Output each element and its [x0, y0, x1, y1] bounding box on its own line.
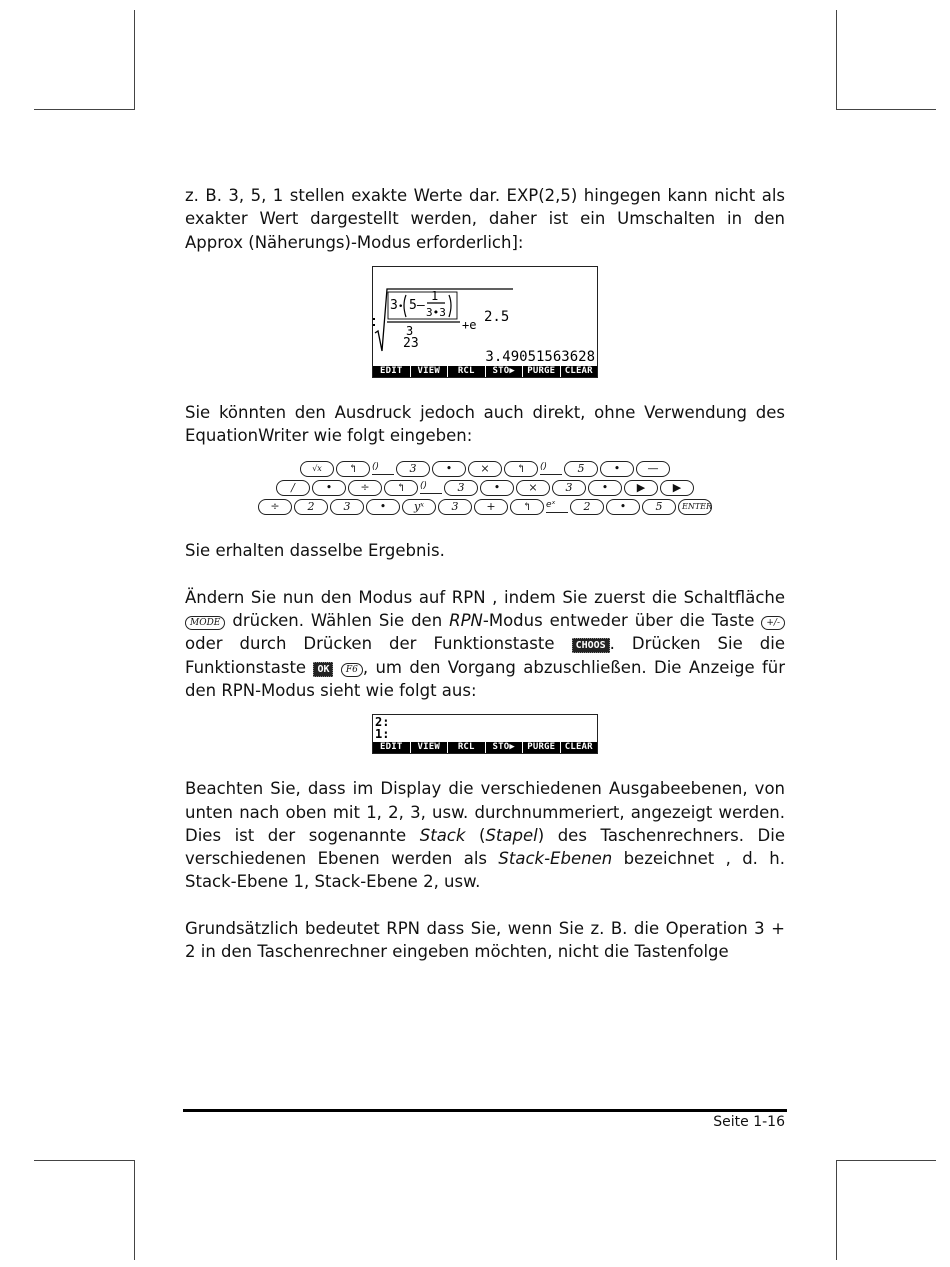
key[interactable]: 2 [294, 499, 328, 515]
key[interactable]: 3 [330, 499, 364, 515]
paragraph: Grundsätzlich bedeutet RPN dass Sie, wenn Sie z. B. die Operation 3 + 2 in den Taschenrechner eingeben möchten, nicht die Tastenfolge [185, 918, 785, 962]
crop-mark [34, 109, 134, 110]
softkey-purge[interactable]: PURGE [523, 742, 560, 753]
shift-label: () [420, 481, 442, 494]
paragraph: z. B. 3, 5, 1 stellen exakte Werte dar. EXP(2,5) hingegen kann nicht als exakter Wert dargestellt werden, daher ist ein Umschalten in den Approx (Näherungs)-Modus erforderlich]: [185, 186, 785, 252]
crop-mark [836, 1160, 936, 1161]
key[interactable]: • [480, 480, 514, 496]
key-row [265, 459, 705, 478]
softkey-rcl[interactable]: RCL [448, 366, 485, 377]
key-row [265, 497, 713, 516]
key[interactable]: ÷ [258, 499, 292, 515]
svg-text:5–: 5– [409, 297, 425, 313]
crop-mark [836, 1160, 837, 1260]
softkey-clear[interactable]: CLEAR [561, 366, 598, 377]
key[interactable]: ↰ [504, 461, 538, 477]
key[interactable]: 2 [570, 499, 604, 515]
choos-softkey[interactable]: CHOOS [572, 638, 610, 653]
key[interactable]: 5 [564, 461, 598, 477]
mode-key[interactable]: MODE [185, 616, 225, 630]
svg-text:2.5: 2.5 [484, 308, 510, 325]
key[interactable]: / [276, 480, 310, 496]
crop-mark [836, 109, 936, 110]
text-run: ) des Taschenrechners. Die verschiedenen Ebenen werden als [185, 825, 785, 869]
key[interactable]: ▶ [624, 480, 658, 496]
softkey-edit[interactable]: EDIT [373, 742, 410, 753]
crop-mark [34, 1160, 134, 1161]
text-run: . Drücken Sie die Funktionstaste [185, 634, 785, 677]
page-content [185, 184, 785, 963]
key[interactable]: ▶ [660, 480, 694, 496]
softkey-rcl[interactable]: RCL [448, 742, 485, 753]
text-run: Stapel [485, 825, 538, 845]
svg-text:3: 3 [390, 297, 398, 313]
key[interactable]: ↰ [336, 461, 370, 477]
key[interactable]: 3 [444, 480, 478, 496]
paragraph [185, 777, 785, 893]
key[interactable]: + [474, 499, 508, 515]
softkey-purge[interactable]: PURGE [523, 366, 560, 377]
svg-text:3•3: 3•3 [426, 305, 446, 319]
key[interactable]: × [468, 461, 502, 477]
crop-mark [134, 10, 135, 110]
text-run: oder durch Drücken der Funktionstaste [185, 634, 555, 654]
text-run: Stack-Ebenen [498, 849, 613, 869]
key[interactable]: • [432, 461, 466, 477]
text-run: Stack [419, 825, 466, 845]
text-run: Beachten Sie, dass im Display die verschiedenen Ausgabeebenen, von unten nach oben mit 1, 2, 3, usw. durchnummeriert, angezeigt werden. Dies ist der sogenannte [185, 779, 785, 845]
key[interactable]: 5 [642, 499, 676, 515]
text-run: drücken. Wählen Sie den [232, 611, 443, 631]
svg-text:+e: +e [462, 317, 477, 332]
softkey-sto[interactable]: STO▶ [486, 742, 523, 753]
text-run: Ändern Sie nun den Modus auf RPN , indem Sie zuerst die Schaltfläche [185, 587, 785, 607]
key[interactable]: ↰ [384, 480, 418, 496]
text-run: ( [479, 825, 486, 845]
key[interactable]: yˣ [402, 499, 436, 515]
softkey-menu [373, 366, 597, 377]
svg-text:•: • [398, 301, 404, 312]
softkey-menu [373, 742, 597, 753]
key[interactable]: ÷ [348, 480, 382, 496]
stack-level-1: 1: [375, 727, 390, 742]
key[interactable]: • [312, 480, 346, 496]
key[interactable]: × [516, 480, 550, 496]
equation-expression [373, 281, 597, 357]
text-run: RPN [449, 611, 483, 631]
key[interactable]: • [600, 461, 634, 477]
paragraph: Sie könnten den Ausdruck jedoch auch direkt, ohne Verwendung des EquationWriter wie folgt eingeben: [185, 402, 785, 446]
key[interactable]: 3 [396, 461, 430, 477]
key[interactable]: — [636, 461, 670, 477]
softkey-clear[interactable]: CLEAR [561, 742, 598, 753]
text-run: , um den Vorgang abzuschließen. Die Anzeige für den RPN-Modus sieht wie folgt aus: [185, 657, 786, 700]
f6-key[interactable]: F6 [341, 663, 363, 677]
key[interactable]: • [606, 499, 640, 515]
plusminus-key[interactable]: +/- [761, 616, 785, 630]
crop-mark [134, 1160, 135, 1260]
stack-level-2: 2: [375, 715, 390, 730]
key[interactable]: • [366, 499, 400, 515]
calculator-display-equation [372, 266, 598, 378]
paragraph [185, 586, 785, 702]
key-sequence [265, 459, 713, 516]
key[interactable]: • [588, 480, 622, 496]
key[interactable]: 3 [438, 499, 472, 515]
shift-label: () [540, 462, 562, 475]
svg-text:23: 23 [403, 335, 419, 351]
shift-label: () [372, 462, 394, 475]
svg-text:1: 1 [431, 288, 439, 303]
crop-mark [836, 10, 837, 110]
calculator-display-rpn [372, 714, 598, 754]
key[interactable]: 3 [552, 480, 586, 496]
text-run: -Modus entweder über die Taste [482, 611, 755, 631]
result-value: 3.49051563628 [485, 348, 595, 365]
key-row [265, 478, 705, 497]
key[interactable]: √x [300, 461, 334, 477]
ok-softkey[interactable]: OK [313, 662, 333, 677]
softkey-edit[interactable]: EDIT [373, 366, 410, 377]
softkey-view[interactable]: VIEW [411, 366, 448, 377]
footer-rule [183, 1109, 787, 1112]
softkey-view[interactable]: VIEW [411, 742, 448, 753]
text-run: bezeichnet , d. h. Stack-Ebene 1, Stack-Ebene 2, usw. [185, 849, 786, 892]
key[interactable]: ↰ [510, 499, 544, 515]
shift-label: eˣ [546, 500, 568, 513]
svg-text:3: 3 [406, 323, 414, 338]
softkey-sto[interactable]: STO▶ [486, 366, 523, 377]
page-number: Seite 1-16 [713, 1114, 785, 1130]
paragraph: Sie erhalten dasselbe Ergebnis. [185, 541, 445, 561]
key[interactable]: ENTER [678, 499, 712, 515]
